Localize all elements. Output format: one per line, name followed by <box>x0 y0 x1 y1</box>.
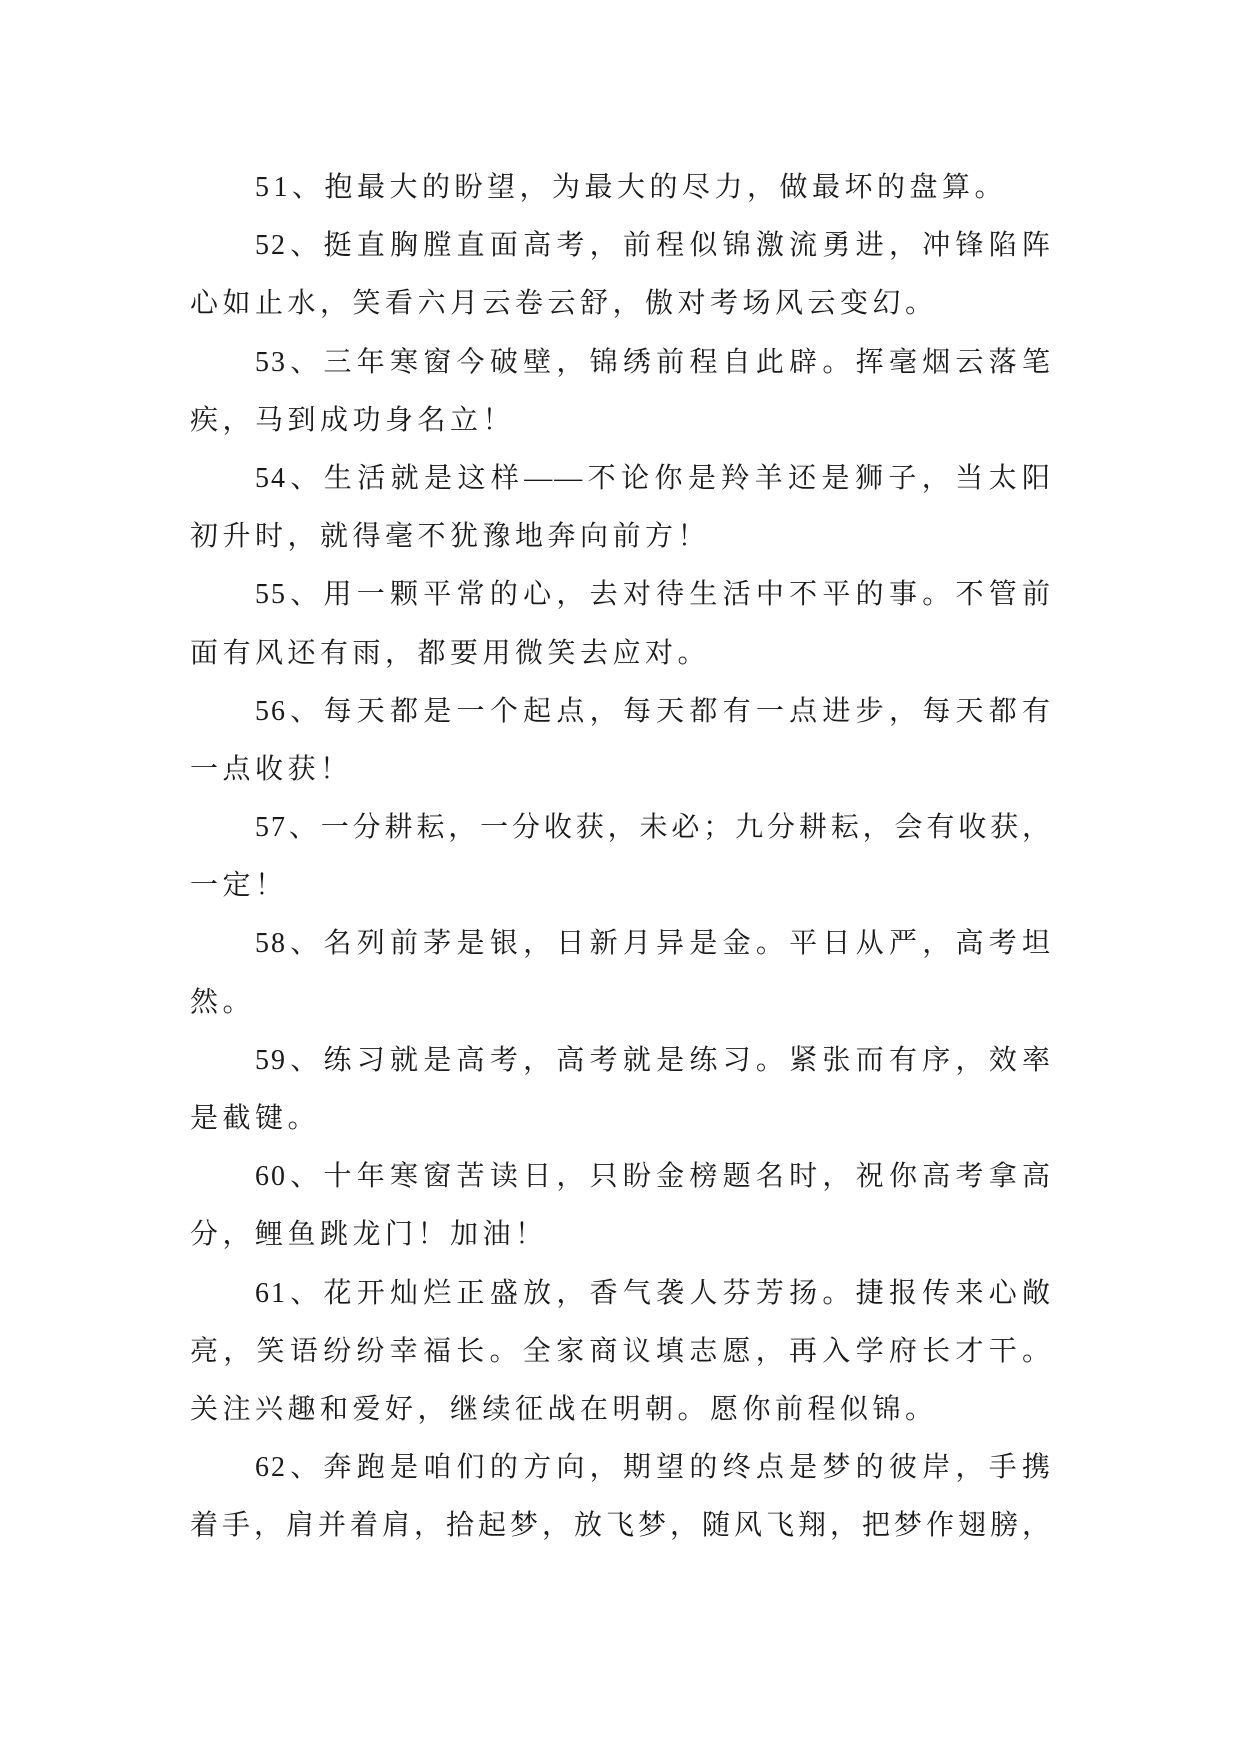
paragraph-line: 亮，笑语纷纷幸福长。全家商议填志愿，再入学府长才干。 <box>190 1335 1052 1367</box>
paragraph-line: 54、生活就是这样——不论你是羚羊还是狮子，当太阳 <box>255 462 1052 494</box>
list-item <box>190 450 1052 566</box>
paragraph-line: 初升时，就得毫不犹豫地奔向前方！ <box>190 521 711 553</box>
paragraph-line: 62、奔跑是咱们的方向，期望的终点是梦的彼岸，手携 <box>255 1452 1052 1484</box>
paragraph-line: 61、花开灿烂正盛放，香气袭人芬芳扬。捷报传来心敞 <box>255 1277 1052 1309</box>
paragraph-line: 心如止水，笑看六月云卷云舒，傲对考场风云变幻。 <box>190 288 938 320</box>
list-item <box>190 334 1052 450</box>
list-item <box>190 915 1052 1031</box>
document-body <box>190 159 1052 1556</box>
paragraph-line: 60、十年寒窗苦读日，只盼金榜题名时，祝你高考拿高 <box>255 1161 1052 1193</box>
list-item <box>190 683 1052 799</box>
list-item <box>190 799 1052 915</box>
list-item <box>190 1439 1052 1555</box>
paragraph-line: 面有风还有雨，都要用微笑去应对。 <box>190 637 711 669</box>
paragraph-line: 一点收获！ <box>190 753 353 785</box>
paragraph-line: 然。 <box>190 986 256 1018</box>
list-item <box>190 159 1052 217</box>
list-item <box>190 566 1052 682</box>
paragraph-line: 56、每天都是一个起点，每天都有一点进步，每天都有 <box>255 695 1052 727</box>
list-item <box>190 217 1052 333</box>
paragraph-line: 57、一分耕耘，一分收获，未必；九分耕耘，会有收获， <box>255 812 1052 844</box>
paragraph-line: 一定！ <box>190 870 288 902</box>
list-item <box>190 1265 1052 1440</box>
paragraph-line: 分，鲤鱼跳龙门！加油！ <box>190 1219 548 1251</box>
paragraph-line: 53、三年寒窗今破壁，锦绣前程自此辟。挥毫烟云落笔 <box>255 346 1052 378</box>
list-item <box>190 1032 1052 1148</box>
paragraph-line: 51、抱最大的盼望，为最大的尽力，做最坏的盘算。 <box>255 172 1008 203</box>
paragraph-line: 是截键。 <box>190 1103 321 1134</box>
paragraph-line: 58、名列前茅是银，日新月异是金。平日从严，高考坦 <box>255 928 1052 960</box>
paragraph-line: 59、练习就是高考，高考就是练习。紧张而有序，效率 <box>255 1044 1052 1076</box>
list-item <box>190 1148 1052 1264</box>
paragraph-line: 52、挺直胸膛直面高考，前程似锦激流勇进，冲锋陷阵 <box>255 230 1052 262</box>
paragraph-line: 55、用一颗平常的心，去对待生活中不平的事。不管前 <box>255 579 1052 611</box>
paragraph-line: 关注兴趣和爱好，继续征战在明朝。愿你前程似锦。 <box>190 1393 938 1425</box>
paragraph-line: 疾，马到成功身名立！ <box>190 404 516 436</box>
paragraph-line: 着手，肩并着肩，拾起梦，放飞梦，随风飞翔，把梦作翅膀， <box>190 1510 1052 1542</box>
